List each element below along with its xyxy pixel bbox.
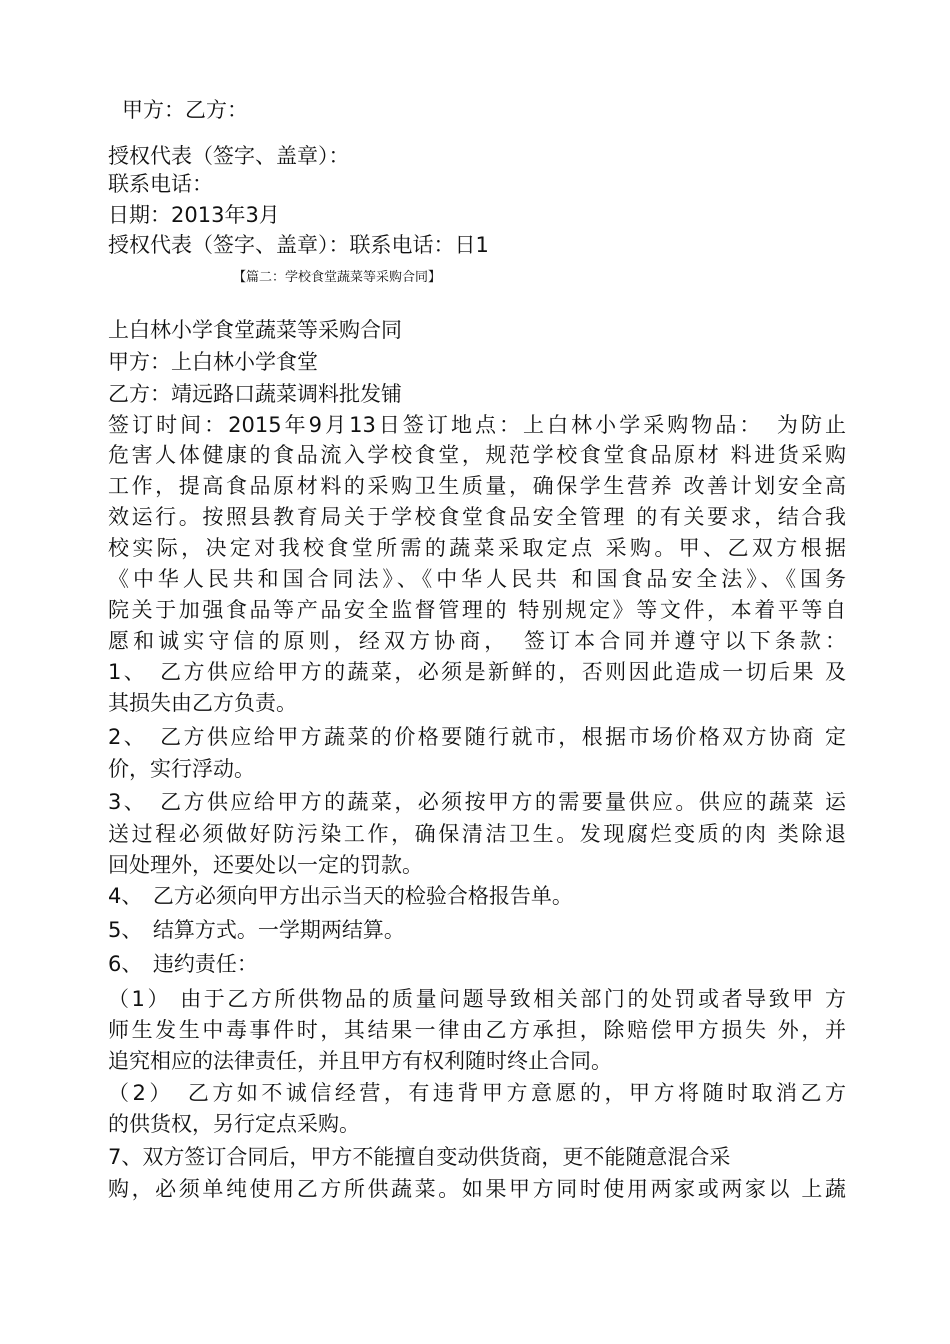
clause-3-cont: 回处理外，还要处以一定的罚款。 bbox=[108, 853, 423, 877]
clause-6-2-cont: 的供货权，另行定点采购。 bbox=[108, 1112, 360, 1136]
rep-sign-line: 授权代表（签字、盖章）： bbox=[108, 144, 350, 168]
clause-2-cont: 价，实行浮动。 bbox=[108, 757, 255, 781]
clause-1-cont: 其损失由乙方负责。 bbox=[108, 691, 297, 715]
clause-7: 7、双方签订合同后，甲方不能擅自变动供货商，更不能随意混合采 bbox=[108, 1145, 731, 1169]
body-line: 签订时间：2015年9月13日签订地点：上白林小学采购物品： 为防止 bbox=[108, 413, 846, 437]
parties-line: 甲方：乙方： bbox=[122, 98, 248, 122]
clause-6-1-cont: 师生发生中毒事件时，其结果一律由乙方承担，除赔偿甲方损失 外，并 bbox=[108, 1018, 846, 1042]
body-line: 《中华人民共和国合同法》、《中华人民共 和国食品安全法》、《国务 bbox=[108, 567, 846, 591]
body-line: 愿和诚实守信的原则，经双方协商， 签订本合同并遵守以下条款： bbox=[108, 629, 846, 653]
clause-4: 4、 乙方必须向甲方出示当天的检验合格报告单。 bbox=[108, 884, 573, 908]
clause-2: 2、 乙方供应给甲方蔬菜的价格要随行就市，根据市场价格双方协商 定 bbox=[108, 725, 846, 749]
body-line: 院关于加强食品等产品安全监督管理的 特别规定》等文件，本着平等自 bbox=[108, 598, 846, 622]
clause-6-2: （2） 乙方如不诚信经营，有违背甲方意愿的，甲方将随时取消乙方 bbox=[108, 1081, 846, 1105]
clause-3-cont: 送过程必须做好防污染工作，确保清洁卫生。发现腐烂变质的肉 类除退 bbox=[108, 822, 846, 846]
party-a-line: 甲方：上白林小学食堂 bbox=[108, 350, 318, 374]
body-line: 工作，提高食品原材料的采购卫生质量，确保学生营养 改善计划安全高 bbox=[108, 474, 846, 498]
body-line: 效运行。按照县教育局关于学校食堂食品安全管理 的有关要求，结合我 bbox=[108, 505, 846, 529]
body-line: 校实际，决定对我校食堂所需的蔬菜采取定点 采购。甲、乙双方根据 bbox=[108, 536, 846, 560]
date-line: 日期：2013年3月 bbox=[108, 203, 280, 227]
clause-6-1-cont: 追究相应的法律责任，并且甲方有权利随时终止合同。 bbox=[108, 1049, 612, 1073]
clause-3: 3、 乙方供应给甲方的蔬菜，必须按甲方的需要量供应。供应的蔬菜 运 bbox=[108, 790, 846, 814]
party-b-line: 乙方：靖远路口蔬菜调料批发铺 bbox=[108, 382, 402, 406]
clause-6: 6、 违约责任： bbox=[108, 952, 258, 976]
rep-phone-day-line: 授权代表（签字、盖章）：联系电话：日1 bbox=[108, 233, 489, 257]
phone-line: 联系电话： bbox=[108, 172, 213, 196]
clause-5: 5、 结算方式。一学期两结算。 bbox=[108, 918, 405, 942]
section-title: 【篇二：学校食堂蔬菜等采购合同】 bbox=[233, 270, 442, 285]
contract-title: 上白林小学食堂蔬菜等采购合同 bbox=[108, 318, 402, 342]
body-line: 危害人体健康的食品流入学校食堂，规范学校食堂食品原材 料进货采购 bbox=[108, 443, 846, 467]
clause-6-1: （1） 由于乙方所供物品的质量问题导致相关部门的处罚或者导致甲 方 bbox=[108, 987, 846, 1011]
clause-1: 1、 乙方供应给甲方的蔬菜，必须是新鲜的，否则因此造成一切后果 及 bbox=[108, 660, 846, 684]
clause-7-cont: 购，必须单纯使用乙方所供蔬菜。如果甲方同时使用两家或两家以 上蔬 bbox=[108, 1177, 846, 1201]
